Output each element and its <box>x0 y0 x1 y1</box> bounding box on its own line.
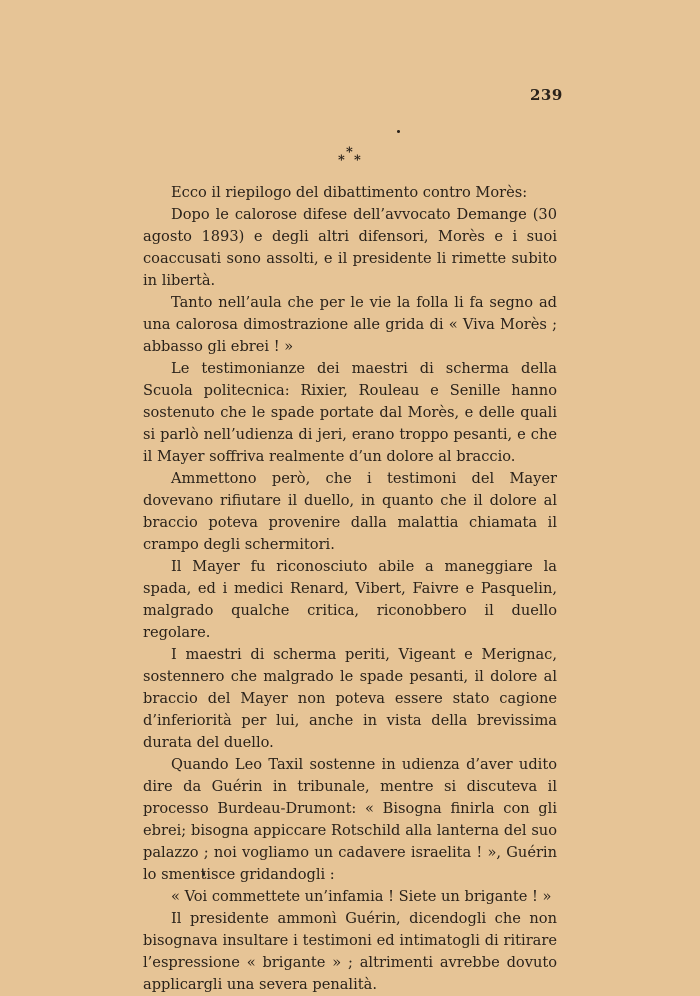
paragraph: Il presidente ammonì Guérin, dicendogli che non bisognava insultare i testimoni ed intimatogli di ritirare l’espressione « brigante » ; altrimenti avrebbe dovuto applicargli una severa penalità. <box>143 910 557 993</box>
paragraph: Ammettono però, che i testimoni del Mayer dovevano rifiutare il duello, in quanto che il dolore al braccio poteva provenire dalla malattia chiamata il crampo degli schermitori. <box>143 470 557 553</box>
asterisk-mark: * <box>354 153 361 168</box>
paragraph: I maestri di scherma periti, Vigeant e Merignac, sostennero che malgrado le spade pesanti, il dolore al braccio del Mayer non poteva essere stato cagione d’inferiorità per lui, anche in vista della brevissima durata del duello. <box>143 646 557 751</box>
asterisk-mark: * <box>338 153 345 168</box>
paragraph: Ecco il riepilogo del dibattimento contro Morès: <box>171 184 528 201</box>
paragraph: Il Mayer fu riconosciuto abile a maneggiare la spada, ed i medici Renard, Vibert, Faivre e Pasquelin, malgrado qualche critica, riconobbero il duello regolare. <box>143 558 557 641</box>
page-number: 239 <box>530 86 563 104</box>
paragraph: Tanto nell’aula che per le vie la folla li fa segno ad una calorosa dimostrazione alle grida di « Viva Morès ; abbasso gli ebrei ! » <box>143 294 557 355</box>
paragraph: Dopo le calorose difese dell’avvocato Demange (30 agosto 1893) e degli altri difensori, Morès e i suoi coaccusati sono assolti, e il presidente li rimette subito in libertà. <box>143 206 557 289</box>
paragraph: Le testimonianze dei maestri di scherma della Scuola politecnica: Rixier, Rouleau e Senille hanno sostenuto che le spade portate dal Morès, e delle quali si parlò nell’udienza di jeri, erano troppo pesanti, e che il Mayer soffriva realmente d’un dolore al braccio. <box>143 360 557 465</box>
print-speck <box>397 130 400 133</box>
section-asterism <box>336 146 366 168</box>
quoted-line: « Voi commettete un’infamia ! Siete un brigante ! » <box>171 888 552 905</box>
body-text <box>143 182 557 996</box>
paragraph: Quando Leo Taxil sostenne in udienza d’aver udito dire da Guérin in tribunale, mentre si discuteva il processo Burdeau-Drumont: « Bisogna finirla con gli ebrei; bisogna appiccare Rotschild alla lanterna del suo palazzo ; noi vogliamo un cadavere israelita ! », Guérin lo smentisce gridandogli : <box>143 756 557 883</box>
asterisk-mark: * <box>346 145 353 160</box>
